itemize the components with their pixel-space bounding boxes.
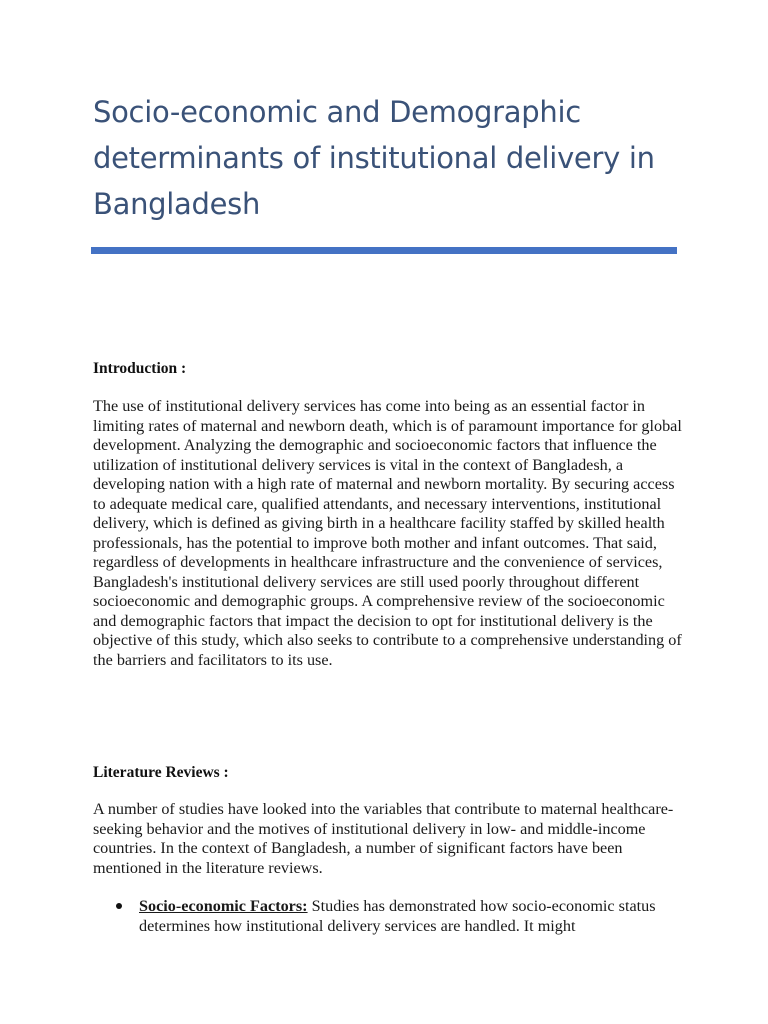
bullet-text: Studies has demonstrated how socio-economic status determines how institutional delivery services are handled. It might <box>139 897 656 935</box>
bullet-term: Socio-economic Factors: <box>139 897 308 915</box>
literature-reviews-heading: Literature Reviews : <box>93 764 229 781</box>
bullet-icon <box>116 903 122 909</box>
literature-reviews-paragraph: A number of studies have looked into the variables that contribute to maternal healthcare-seeking behavior and the motives of institutional delivery in low- and middle-income countries. In the context of Bangladesh, a number of significant factors have been mentioned in the literature reviews. <box>93 800 674 877</box>
introduction-heading: Introduction : <box>93 360 187 377</box>
factors-bullet-list <box>93 896 683 936</box>
document-title: Socio-economic and Demographic determinants of institutional delivery in Bangladesh <box>93 95 655 221</box>
title-underline-rule <box>91 247 677 254</box>
introduction-paragraph: The use of institutional delivery services has come into being as an essential factor in limiting rates of maternal and newborn death, which is of paramount importance for global development. Analyzing the demographic and socioeconomic factors that influence the utilization of institutional delivery services is vital in the context of Bangladesh, a developing nation with a high rate of maternal and newborn mortality. By securing access to adequate medical care, qualified attendants, and necessary interventions, institutional delivery, which is defined as giving birth in a healthcare facility staffed by skilled health professionals, has the potential to improve both mother and infant outcomes. That said, regardless of developments in healthcare infrastructure and the convenience of services, Bangladesh's institutional delivery services are still used poorly throughout different socioeconomic and demographic groups. A comprehensive review of the socioeconomic and demographic factors that impact the decision to opt for institutional delivery is the objective of this study, which also seeks to contribute to a comprehensive understanding of the barriers and facilitators to its use. <box>93 397 682 669</box>
list-item <box>93 896 683 936</box>
